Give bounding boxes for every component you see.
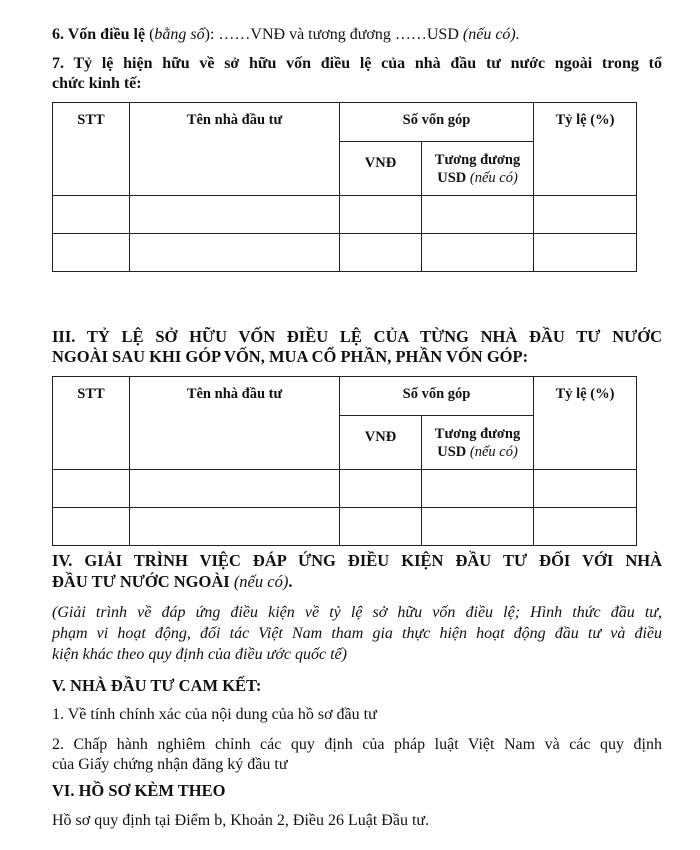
header-capital: Số vốn góp: [340, 103, 534, 142]
section4-note-line3: kiện khác theo quy định của điều ước quốc tế): [52, 646, 347, 663]
item7-line2: chức kinh tế:: [52, 75, 142, 92]
header-ratio: Tỷ lệ (%): [534, 103, 637, 196]
header-stt: STT: [53, 377, 130, 470]
table-cell[interactable]: [422, 196, 534, 234]
attached-documents-text: Hồ sơ quy định tại Điểm b, Khoản 2, Điều 26 Luật Đầu tư.: [52, 812, 430, 829]
header-investor-name: Tên nhà đầu tư: [130, 103, 340, 196]
table-cell[interactable]: [130, 196, 340, 234]
commitment-item-2-line1: 2. Chấp hành nghiêm chỉnh các quy định của pháp luật Việt Nam và các quy định: [52, 736, 662, 753]
table-row: [53, 234, 637, 272]
header-usd: Tương đương USD (nếu có): [422, 416, 534, 470]
header-investor-name: Tên nhà đầu tư: [130, 377, 340, 470]
header-stt: STT: [53, 103, 130, 196]
table-cell[interactable]: [340, 508, 422, 546]
table-cell[interactable]: [53, 234, 130, 272]
item7-line1: 7. Tỷ lệ hiện hữu về sở hữu vốn điều lệ của nhà đầu tư nước ngoài trong tổ: [52, 55, 662, 72]
table-cell[interactable]: [422, 470, 534, 508]
table-header-row: [53, 103, 637, 142]
table-cell[interactable]: [534, 234, 637, 272]
section4-note-line2: phạm vi hoạt động, đối tác Việt Nam tham gia thực hiện hoạt động đầu tư và điều: [52, 625, 662, 642]
table-cell[interactable]: [422, 508, 534, 546]
section4-note-line1: (Giải trình về đáp ứng điều kiện về tỷ lệ sở hữu vốn điều lệ; Hình thức đầu tư,: [52, 604, 662, 621]
table-cell[interactable]: [53, 508, 130, 546]
table-row: [53, 470, 637, 508]
table-row: [53, 508, 637, 546]
item6-line: 6. Vốn điều lệ (bằng số): ……VNĐ và tương đương ……USD (nếu có).: [52, 26, 520, 43]
section3-title-line2: NGOÀI SAU KHI GÓP VỐN, MUA CỔ PHẦN, PHẦN VỐN GÓP:: [52, 347, 529, 366]
table-cell[interactable]: [340, 470, 422, 508]
header-ratio: Tỷ lệ (%): [534, 377, 637, 470]
header-usd: Tương đương USD (nếu có): [422, 142, 534, 196]
header-capital: Số vốn góp: [340, 377, 534, 416]
section4-title-line2: ĐẦU TƯ NƯỚC NGOÀI (nếu có).: [52, 572, 293, 591]
section4-title-line1: IV. GIẢI TRÌNH VIỆC ĐÁP ỨNG ĐIỀU KIỆN ĐẦU TƯ ĐỐI VỚI NHÀ: [52, 551, 662, 570]
post-contribution-ownership-table: [52, 376, 637, 546]
section6-title: VI. HỒ SƠ KÈM THEO: [52, 781, 226, 800]
item6-paren-content: bằng số: [154, 26, 205, 43]
commitment-item-1: 1. Về tính chính xác của nội dung của hồ sơ đầu tư: [52, 706, 377, 723]
table-cell[interactable]: [53, 470, 130, 508]
section3-title-line1: III. TỶ LỆ SỞ HỮU VỐN ĐIỀU LỆ CỦA TỪNG NHÀ ĐẦU TƯ NƯỚC: [52, 327, 662, 346]
table-cell[interactable]: [534, 470, 637, 508]
table-cell[interactable]: [534, 508, 637, 546]
section5-title: V. NHÀ ĐẦU TƯ CAM KẾT:: [52, 676, 262, 695]
table-cell[interactable]: [340, 234, 422, 272]
current-ownership-table: [52, 102, 637, 272]
table-cell[interactable]: [534, 196, 637, 234]
item6-label: 6. Vốn điều lệ: [52, 26, 146, 43]
table-cell[interactable]: [130, 508, 340, 546]
table-cell[interactable]: [130, 470, 340, 508]
table-row: [53, 196, 637, 234]
table-cell[interactable]: [340, 196, 422, 234]
table-header-row: [53, 377, 637, 416]
commitment-item-2-line2: của Giấy chứng nhận đăng ký đầu tư: [52, 756, 288, 773]
table-cell[interactable]: [53, 196, 130, 234]
table-cell[interactable]: [130, 234, 340, 272]
header-vnd: VNĐ: [340, 142, 422, 196]
item6-tail: (nếu có).: [462, 26, 520, 43]
table-cell[interactable]: [422, 234, 534, 272]
header-vnd: VNĐ: [340, 416, 422, 470]
